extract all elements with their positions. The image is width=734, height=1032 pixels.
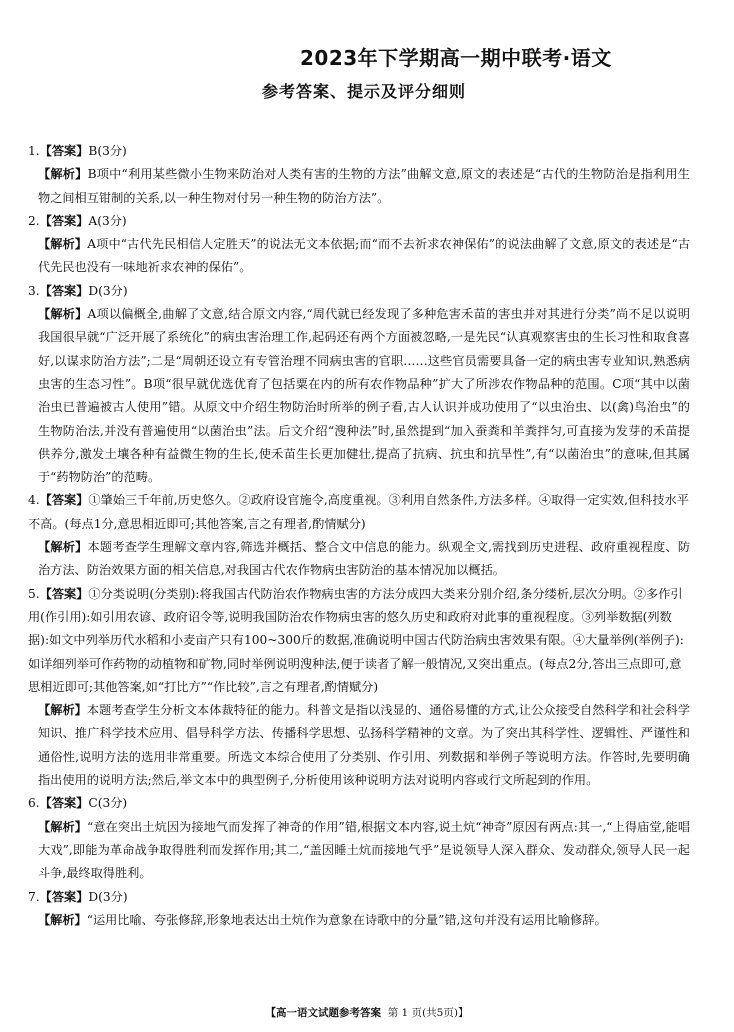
answer-item-4 xyxy=(28,489,690,582)
answer-item-7 xyxy=(28,886,690,933)
question-number: 1. xyxy=(28,144,40,158)
answer-item-6 xyxy=(28,792,690,885)
answer-line xyxy=(28,489,690,536)
answer-list xyxy=(28,140,690,932)
answer-tag: 【答案】 xyxy=(39,283,89,298)
answer-item-3 xyxy=(28,280,690,490)
analysis-tag: 【解析】 xyxy=(38,540,88,555)
analysis-paragraph xyxy=(28,536,690,583)
analysis-paragraph xyxy=(28,699,690,792)
analysis-text: B项中“利用某些微小生物来防治对人类有害的生物的方法”曲解文意,原文的表述是“古代的生物防治是指利用生物之间相互钳制的关系,以一种生物对付另一种生物的防治方法”。 xyxy=(38,167,690,205)
analysis-text: 本题考查学生理解文章内容,筛选并概括、整合文中信息的能力。纵观全文,需找到历史进程、政府重视程度、防治方法、防治效果方面的相关信息,对我国古代农作物病虫害防治的基本情况加以概括。 xyxy=(38,540,691,578)
analysis-text: “运用比喻、夸张修辞,形象地表达出土炕作为意象在诗歌中的分量”错,这句并没有运用比喻修辞。 xyxy=(86,912,607,927)
answer-line xyxy=(28,792,690,815)
question-number: 7. xyxy=(28,889,40,904)
answer-text: A(3分) xyxy=(88,213,127,228)
answer-item-2 xyxy=(28,210,690,280)
document-title: 2023年下学期高一期中联考·语文 xyxy=(300,46,612,70)
answer-text: D(3分) xyxy=(88,283,128,298)
analysis-paragraph xyxy=(28,303,690,489)
question-number: 6. xyxy=(28,796,40,811)
answer-line xyxy=(28,583,690,699)
analysis-tag: 【解析】 xyxy=(38,237,88,252)
answer-tag: 【答案】 xyxy=(39,586,89,601)
analysis-paragraph xyxy=(28,816,690,886)
answer-tag: 【答案】 xyxy=(39,796,89,811)
analysis-tag: 【解析】 xyxy=(38,819,88,834)
analysis-paragraph xyxy=(28,909,690,932)
question-number: 2. xyxy=(28,213,40,228)
answer-item-5 xyxy=(28,583,690,793)
analysis-text: A项以偏概全,曲解了文意,结合原文内容,“周代就已经发现了多种危害禾苗的害虫并对其进行分类”尚不足以说明我国很早就“广泛开展了系统化”的病虫害治理工作,起码还有两个方面被忽略,一是先民“认真观察害虫的生长习性和取食喜好,以谋求防治方法”;二是“周朝还设立有专管治理不同病虫害的官职……这些官员需要具备一定的病虫害专业知识,熟悉病虫害的生态习性”。B项“很早就优选优育了包括粟在内的所有农作物品种”扩大了所涉农作物品种的范围。C项“其中以菌治虫已普遍被古人使用”错。从原文中介绍生物防治时所举的例子看,古人认识并成功使用了“以虫治虫、以(禽)鸟治虫”的生物防治法,并没有普遍使用“以菌治虫”法。后文介绍“溲种法”时,虽然提到“加入蚕粪和羊粪拌匀,可直接为发芽的禾苗提供养分,激发土壤各种有益微生物的生长,使禾苗生长更加健壮,提高了抗病、抗虫和抗旱性”,有“以菌治虫”的意味,但其属于“药物防治”的范畴。 xyxy=(38,307,691,485)
answer-line xyxy=(28,210,690,233)
answer-text: ①分类说明(分类别):将我国古代防治农作物病虫害的方法分成四大类来分别介绍,条分缕析,层次分明。②多作引用(作引用):如引用农谚、政府诏令等,说明我国防治农作物病虫害的悠久历史和政府对此事的重视程度。③列举数据(列数据):如文中列举历代水稻和小麦亩产只有100~300斤的数据,准确说明中国古代防治病虫害效果有限。④大量举例(举例子):如详细列举可作药物的动植物和矿物,同时举例说明溲种法,便于读者了解一般情况,又突出重点。(每点2分,答出三点即可,意思相近即可;其他答案,如“打比方”“作比较”,言之有理者,酌情赋分) xyxy=(28,586,684,694)
question-number: 4. xyxy=(28,493,40,508)
question-number: 5. xyxy=(28,586,40,601)
answer-text: C(3分) xyxy=(88,796,128,811)
document-subtitle: 参考答案、提示及评分细则 xyxy=(262,82,467,101)
answer-tag: 【答案】 xyxy=(39,213,89,228)
analysis-tag: 【解析】 xyxy=(38,167,88,182)
answer-line xyxy=(28,280,690,303)
analysis-paragraph xyxy=(28,233,690,280)
answer-item-1 xyxy=(28,140,690,210)
analysis-text: “意在突出土炕因为接地气而发挥了神奇的作用”错,根据文本内容,说土炕“神奇”原因有两点:其一,“上得庙堂,能唱大戏”,即能为革命战争取得胜利而发挥作用;其二,“盖因睡土炕而接地气乎”是说领导人深入群众、发动群众,领导人民一起斗争,最终取得胜利。 xyxy=(38,819,691,881)
footer-doc-name: 【高一语文试题参考答案 xyxy=(265,1007,382,1019)
analysis-paragraph xyxy=(28,163,690,210)
question-number: 3. xyxy=(28,283,40,298)
analysis-tag: 【解析】 xyxy=(38,307,88,322)
answer-tag: 【答案】 xyxy=(39,889,89,904)
analysis-tag: 【解析】 xyxy=(38,912,87,927)
answer-text: ①肇始三千年前,历史悠久。②政府设官施令,高度重视。③利用自然条件,方法多样。④取得一定实效,但科技水平不高。(每点1分,意思相近即可;其他答案,言之有理者,酌情赋分) xyxy=(28,493,689,531)
page-footer xyxy=(0,1005,734,1020)
answer-text: B(3分) xyxy=(88,144,127,158)
answer-tag: 【答案】 xyxy=(39,144,89,158)
answer-line xyxy=(28,140,690,163)
answer-text: D(3分) xyxy=(88,889,128,904)
analysis-tag: 【解析】 xyxy=(38,703,87,718)
footer-page-info: 第 1 页(共5页)】 xyxy=(387,1007,469,1019)
analysis-text: 本题考查学生分析文本体裁特征的能力。科普文是指以浅显的、通俗易懂的方式,让公众接受自然科学和社会科学知识、推广科学技术应用、倡导科学方法、传播科学思想、弘扬科学精神的文章。为了突出其科学性、逻辑性、严谨性和通俗性,说明方法的选用非常重要。所选文本综合使用了分类别、作引用、列数据和举例子等说明方法。作答时,先要明确指出使用的说明方法;然后,举文本中的典型例子,分析使用该种说明方法对说明内容或行文所起到的作用。 xyxy=(38,703,691,788)
analysis-text: A项中“古代先民相信人定胜天”的说法无文本依据;而“而不去祈求农神保佑”的说法曲解了文意,原文的表述是“古代先民也没有一味地祈求农神的保佑”。 xyxy=(38,237,691,275)
answer-tag: 【答案】 xyxy=(39,493,89,508)
answer-line xyxy=(28,886,690,909)
